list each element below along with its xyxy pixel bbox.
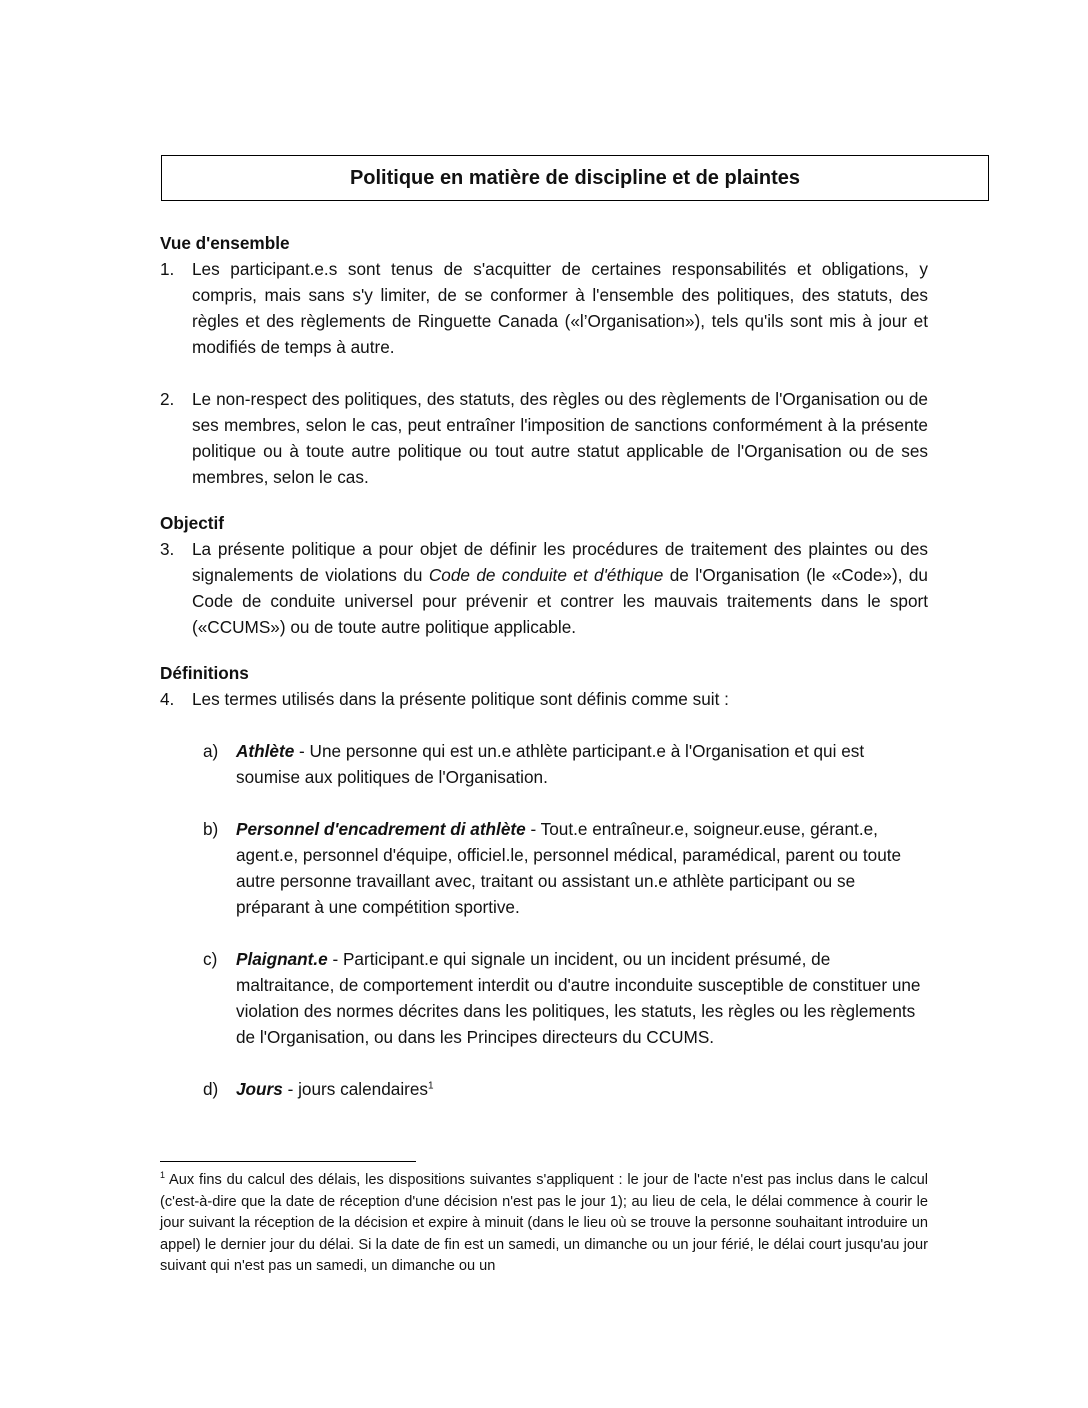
footnote-text: Aux fins du calcul des délais, les dispositions suivantes s'appliquent : le jour de l'acte n'est pas inclus dans le calcul (c'est-à-dire que la date de réception d'une décision n'est pas le jour 1); au lieu de cela, le délai commence à courir le jour suivant la réception de la décision et expire à minuit (dans le lieu où se trouve la personne souhaitant introduire un appel) le dernier jour du délai. Si la date de fin est un samedi, un dimanche ou un jour férié, le délai court jusqu'au jour suivant qui n'est pas un samedi, un dimanche ou un	[160, 1172, 928, 1274]
definition-term: Plaignant.e	[236, 949, 328, 969]
numbered-item-3	[160, 536, 928, 640]
section-heading-overview: Vue d'ensemble	[160, 233, 290, 253]
definition-text: - jours calendaires	[282, 1079, 429, 1099]
item-text: Les termes utilisés dans la présente politique sont définis comme suit :	[192, 689, 729, 709]
definition-item-b	[160, 816, 928, 920]
definition-item-a	[160, 738, 928, 790]
definition-term: Jours	[236, 1079, 283, 1099]
section-heading-objective: Objectif	[160, 513, 224, 533]
item-number: 1.	[160, 259, 175, 279]
definition-item-d	[160, 1076, 928, 1102]
code-title-italic: Code de conduite et d'éthique	[428, 565, 664, 585]
definition-letter: a)	[203, 741, 219, 761]
numbered-item-2	[160, 386, 928, 490]
document-title-box	[161, 155, 989, 201]
definition-term: Athlète	[236, 741, 295, 761]
document-title: Politique en matière de discipline et de plaintes	[349, 166, 801, 189]
definition-text: - Une personne qui est un.e athlète participant.e à l'Organisation et qui est soumise aux politiques de l'Organisation.	[236, 741, 865, 787]
numbered-item-4	[160, 686, 928, 712]
footnote-marker: 1	[160, 1170, 166, 1181]
item-number: 4.	[160, 689, 175, 709]
footnote-reference[interactable]: 1	[428, 1080, 434, 1092]
section-heading-definitions: Définitions	[160, 663, 249, 683]
numbered-item-1	[160, 256, 928, 360]
item-text: Les participant.e.s sont tenus de s'acquitter de certaines responsabilités et obligations, y compris, mais sans s'y limiter, de se conformer à l'ensemble des politiques, des statuts, des règles et des règlements de Ringuette Canada («l’Organisation»), tels qu'ils sont mis à jour et modifiés de temps à autre.	[192, 259, 928, 357]
definition-letter: d)	[203, 1079, 219, 1099]
footnote-divider	[160, 1161, 416, 1162]
item-text-after: de l'Organisation (le «Code»), du Code de conduite universel pour prévenir et contrer les mauvais traitements dans le sport («CCUMS») ou de toute autre politique applicable.	[192, 565, 928, 637]
definition-text: - Tout.e entraîneur.e, soigneur.euse, gérant.e, agent.e, personnel d'équipe, officiel.le, personnel médical, paramédical, parent ou toute autre personne travaillant avec, traitant ou assistant un.e athlète participant ou se préparant à une compétition sportive.	[236, 819, 902, 917]
item-text-before: La présente politique a pour objet de définir les procédures de traitement des plaintes ou des signalements de violations du	[192, 539, 928, 585]
definition-letter: b)	[203, 819, 219, 839]
definition-letter: c)	[203, 949, 218, 969]
document-body	[160, 230, 928, 1102]
item-number: 3.	[160, 539, 175, 559]
definition-term: Personnel d'encadrement di athlète	[236, 819, 526, 839]
footnote	[160, 1170, 928, 1278]
item-number: 2.	[160, 389, 175, 409]
definition-text: - Participant.e qui signale un incident, ou un incident présumé, de maltraitance, de comportement interdit ou d'autre inconduite susceptible de constituer une violation des normes décrites dans les politiques, les statuts, les règles ou les règlements de l'Organisation, ou dans les Principes directeurs du CCUMS.	[236, 949, 921, 1047]
definition-item-c	[160, 946, 928, 1050]
item-text: Le non-respect des politiques, des statuts, des règles ou des règlements de l'Organisation ou de ses membres, selon le cas, peut entraîner l'imposition de sanctions conformément à la présente politique ou à toute autre politique ou tout autre statut applicable de l'Organisation ou de ses membres, selon le cas.	[192, 389, 928, 487]
